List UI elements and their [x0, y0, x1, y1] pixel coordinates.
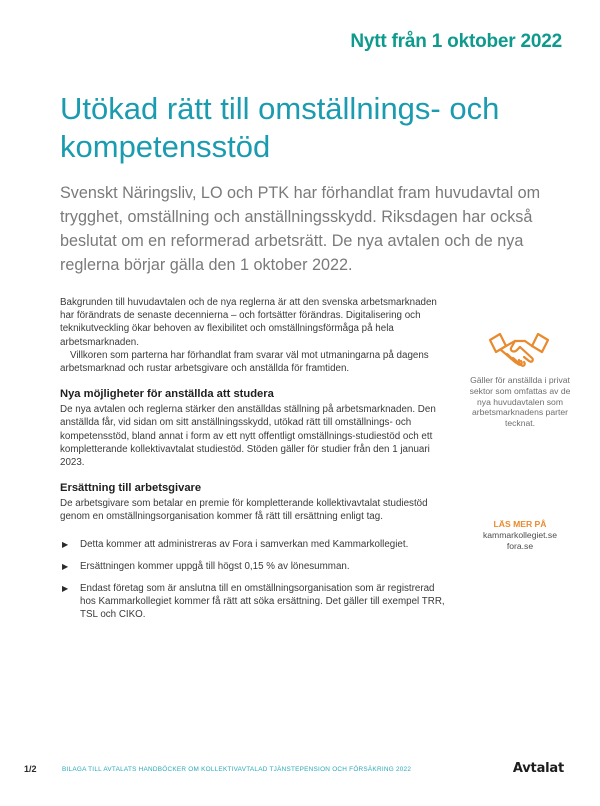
header-kicker: Nytt från 1 oktober 2022 — [350, 31, 562, 52]
read-more-link-fora[interactable]: fora.se — [506, 541, 534, 551]
list-item-text: Ersättningen kommer uppgå till högst 0,15 % av lönesumman. — [80, 560, 350, 572]
bullet-list — [60, 538, 448, 622]
page-title: Utökad rätt till omställnings- och kompetensstöd — [60, 91, 500, 164]
list-item-text: Detta kommer att administreras av Fora i samverkan med Kammarkollegiet. — [80, 538, 409, 550]
list-item — [60, 560, 448, 573]
triangle-bullet-icon: ▶ — [62, 584, 69, 594]
handshake-icon — [487, 326, 551, 372]
list-item-text: Endast företag som är anslutna till en omställningsorganisation som är registrerad hos Kammarkollegiet kommer få rätt att söka ersättning. Det gäller till exempel TRR, TSL och CIKO. — [80, 583, 445, 621]
list-item — [60, 538, 448, 551]
read-more-heading: LÄS MER PÅ — [493, 519, 547, 529]
section-heading-compensation: Ersättning till arbetsgivare — [60, 482, 202, 495]
triangle-bullet-icon: ▶ — [62, 539, 69, 549]
main-column — [60, 296, 448, 631]
intro-paragraph: Bakgrunden till huvudavtalen och de nya reglerna är att den svenska arbetsmarknaden har förändrats de senaste decennierna – och fortsätter förändras. Digitalisering och teknikutveckling ökar behoven av flexibilitet och omställningsförmåga på hela arbetsmarknaden. — [60, 297, 437, 348]
read-more-link-kammarkollegiet[interactable]: kammarkollegiet.se — [482, 530, 558, 540]
list-item — [60, 582, 448, 622]
lead-paragraph: Svenskt Näringsliv, LO och PTK har förhandlat fram huvudavtal om trygghet, omställning och anställningsskydd. Riksdagen har också beslutat om en reformerad arbetsrätt. De nya avtalen och de nya reglerna börjar gälla den 1 oktober 2022. — [60, 184, 541, 274]
footer-text: BILAGA TILL AVTALATS HANDBÖCKER OM KOLLEKTIVAVTALAD TJÄNSTEPENSION OCH FÖRSÄKRING 2022 — [62, 766, 412, 773]
intro-paragraph: Villkoren som parterna har förhandlat fram svarar väl mot utmaningarna på dagens arbetsmarknad och rustar arbetsgivare och anställda för framtiden. — [60, 349, 429, 375]
section-text-compensation: De arbetsgivare som betalar en premie för kompletterande kollektivavtalat studiestöd genom en omställningsorganisation kommer få rätt till ersättning enligt tag. — [60, 498, 428, 523]
triangle-bullet-icon: ▶ — [62, 561, 69, 571]
read-more-box — [468, 519, 572, 552]
brand-logo: Avtalat — [512, 761, 564, 776]
page-number: 1/2 — [24, 764, 37, 774]
sidebar-note: Gäller för anställda i privat sektor som omfattas av de nya huvudavtalen som arbetsmarknadens parter tecknat. — [469, 375, 571, 429]
section-text-study: De nya avtalen och reglerna stärker den anställdas ställning på arbetsmarknaden. Den anställda får, vid sidan om sitt anställningsskydd, utökad rätt till omställnings- och kompetensstöd, bland annat i form av ett nytt offentligt omställnings-studiestöd och ett kompletterande kollektivavtalat studiestöd. Stöden gäller för studier från den 1 januari 2023. — [60, 404, 436, 469]
section-heading-study: Nya möjligheter för anställda att studera — [60, 388, 274, 401]
